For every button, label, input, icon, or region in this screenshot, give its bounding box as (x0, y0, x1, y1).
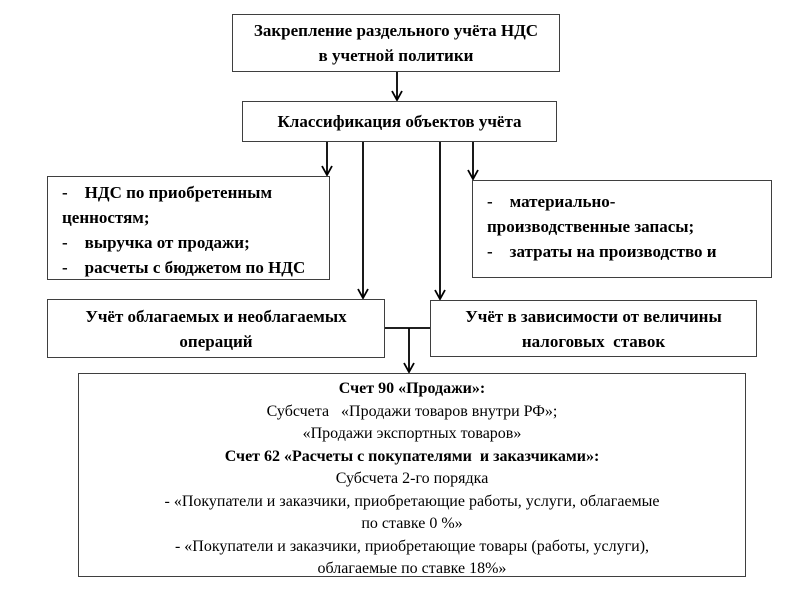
box-vat-items-line: - НДС по приобретенным (62, 183, 273, 202)
box-accounts-line: Субсчета «Продажи товаров внутри РФ»; (266, 402, 558, 420)
box-policy-line: в учетной политики (318, 46, 474, 65)
box-policy-line: Закрепление раздельного учёта НДС (253, 21, 539, 40)
box-taxable-operations-line: операций (179, 331, 253, 351)
box-tax-rates-line: Учёт в зависимости от величины (465, 306, 722, 326)
box-accounts-line: - «Покупатели и заказчики, приобретающие товары (работы, услуги), (174, 537, 650, 555)
box-classification-line: Классификация объектов учёта (277, 111, 522, 131)
arrow-classification-to-tax-rates (435, 142, 445, 299)
box-accounts-line: - «Покупатели и заказчики, приобретающие работы, услуги, облагаемые (164, 492, 660, 510)
box-vat-items-line: ценностям; (62, 208, 150, 227)
box-vat-items-line: - расчеты с бюджетом по НДС (62, 258, 306, 277)
box-inventory-items-line: производственные запасы; (487, 217, 695, 236)
box-accounts-line: по ставке 0 %» (361, 515, 463, 532)
box-accounts-line: «Продажи экспортных товаров» (302, 425, 522, 442)
box-inventory-items-line: - материально- (487, 192, 616, 211)
box-accounts-line: Счет 90 «Продажи»: (338, 380, 486, 397)
box-tax-rates-line: налоговых ставок (521, 331, 666, 351)
arrow-middle-to-accounts (384, 328, 431, 372)
box-accounts-line: Счет 62 «Расчеты с покупателями и заказчиками»: (224, 447, 600, 465)
box-accounts-line: облагаемые по ставке 18%» (317, 560, 507, 577)
arrow-classification-to-vat-items (322, 142, 332, 175)
box-accounts-line: Субсчета 2-го порядка (335, 470, 489, 487)
box-policy (232, 14, 560, 72)
box-classification (242, 101, 557, 142)
arrow-classification-to-inventory-items (468, 142, 478, 179)
box-accounts (78, 373, 746, 577)
arrow-policy-to-classification (392, 72, 402, 100)
box-taxable-operations (47, 299, 385, 358)
box-vat-items-line: - выручка от продажи; (62, 233, 250, 252)
box-vat-items (47, 176, 330, 280)
box-inventory-items (472, 180, 772, 278)
box-taxable-operations-line: Учёт облагаемых и необлагаемых (85, 306, 347, 326)
arrow-classification-to-taxable-operations (358, 142, 368, 298)
box-inventory-items-line: - затраты на производство и (487, 242, 717, 261)
box-tax-rates (430, 300, 757, 357)
